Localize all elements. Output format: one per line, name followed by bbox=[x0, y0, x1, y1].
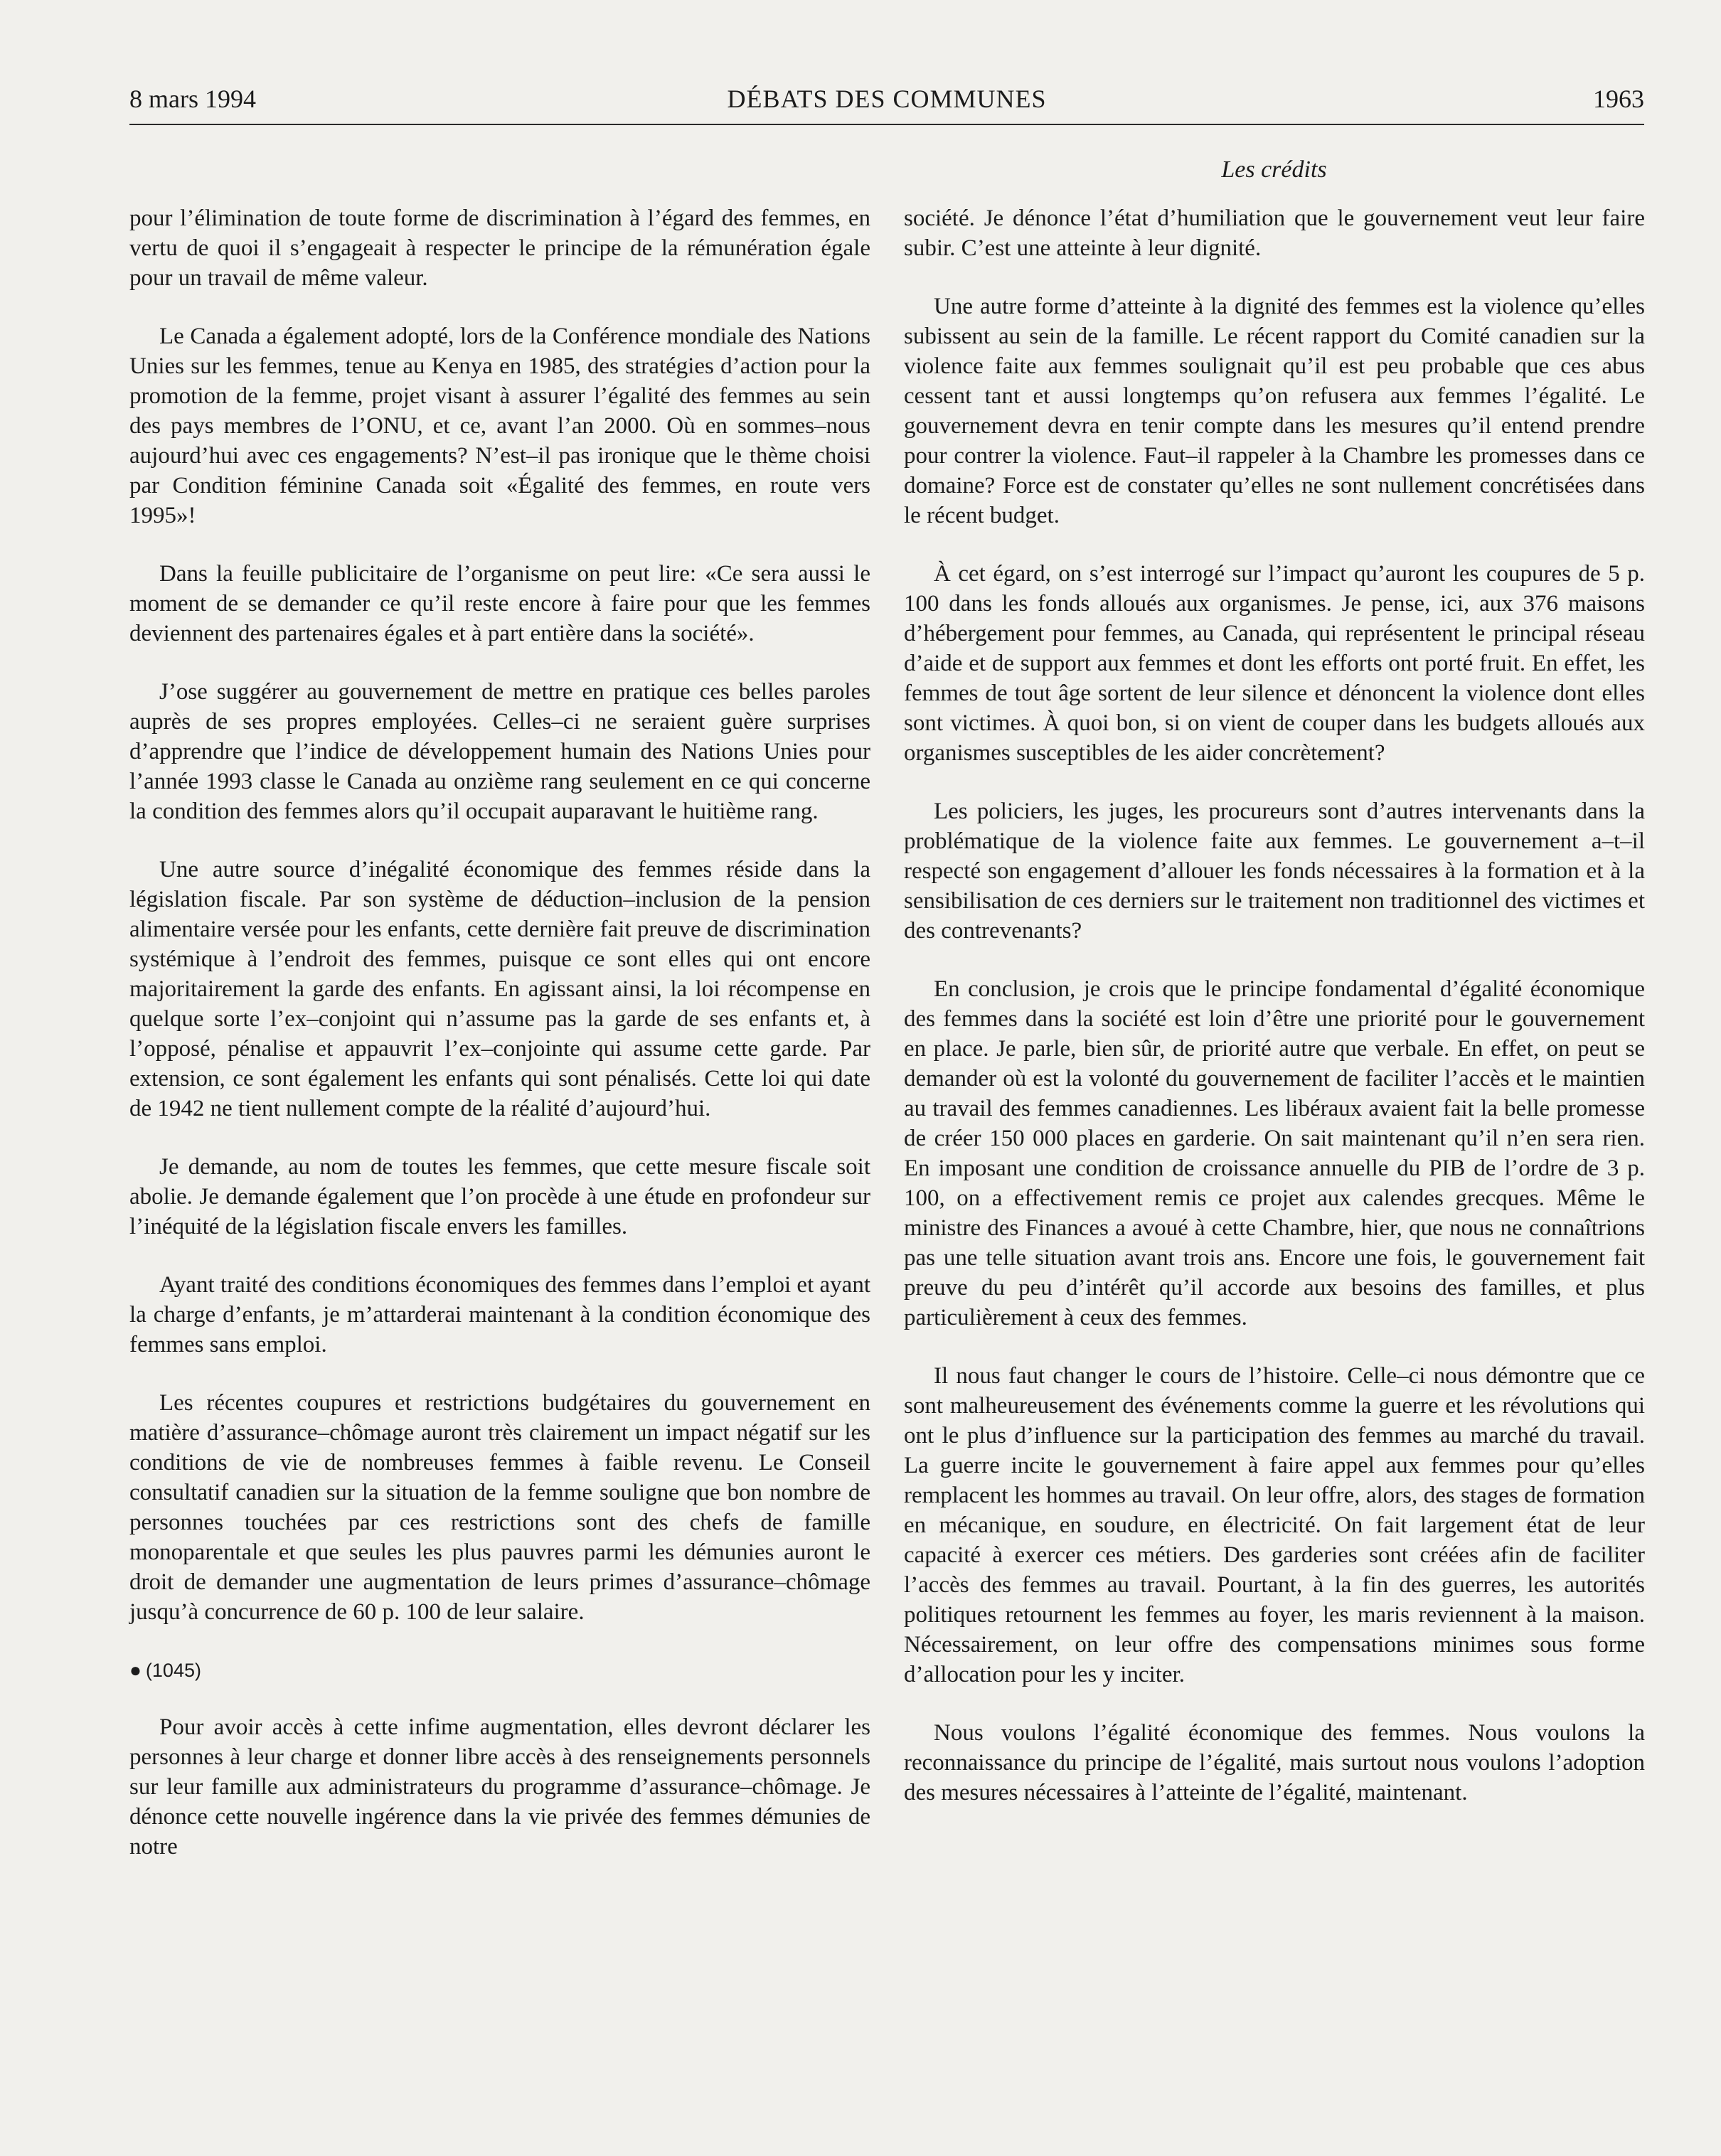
paragraph: J’ose suggérer au gouvernement de mettre en pratique ces belles paroles auprès de ses propres employées. Celles–ci ne seraient guère surprises d’apprendre que l’indice de développement humain des Nations Unies pour l’année 1993 classe le Canada au onzième rang seulement en ce qui concerne la condition des femmes alors qu’il occupait auparavant le huitième rang. bbox=[129, 679, 870, 824]
section-label: Les crédits bbox=[1221, 156, 1327, 183]
paragraph: Dans la feuille publicitaire de l’organisme on peut lire: «Ce sera aussi le moment de se demander ce qu’il reste encore à faire pour que les femmes deviennent des partenaires égales et à part entière dans la société». bbox=[129, 561, 870, 646]
paragraph: Une autre forme d’atteinte à la dignité des femmes est la violence qu’elles subissent au sein de la famille. Le récent rapport du Comité canadien sur la violence faite aux femmes soulignait qu’il est peu probable que ces abus cessent tant et aussi longtemps qu’on refusera aux femmes l’égalité. Le gouvernement devra en tenir compte dans les mesures qu’il entend prendre pour contrer la violence. Faut–il rappeler à la Chambre les promesses dans ce domaine? Force est de constater qu’elles ne sont nullement concrétisées dans le récent budget. bbox=[904, 294, 1645, 528]
paragraph: Une autre source d’inégalité économique des femmes réside dans la législation fiscale. Par son système de déduction–inclusion de la pension alimentaire versée pour les enfants, cette dernière fait preuve de discrimination systémique à l’endroit des femmes, puisque ce sont elles qui ont encore majoritairement la garde des enfants. En agissant ainsi, la loi récompense en quelque sorte l’ex–conjoint qui n’assume pas la garde de ses enfants et, à l’opposé, pénalise et appauvrit l’ex–conjointe qui assume cette garde. Par extension, ce sont également les enfants qui sont pénalisés. Cette loi qui date de 1942 ne tient nullement compte de la réalité d’aujourd’hui. bbox=[129, 857, 870, 1121]
paragraph: À cet égard, on s’est interrogé sur l’impact qu’auront les coupures de 5 p. 100 dans les fonds alloués aux organismes. Je pense, ici, aux 376 maisons d’hébergement pour femmes, au Canada, qui représentent le principal réseau d’aide et de support aux femmes et dont les efforts ont porté fruit. En effet, les femmes de tout âge sortent de leur silence et dénoncent la violence dont elles sont victimes. À quoi bon, si on vient de couper dans les budgets alloués aux organismes susceptibles de les aider concrètement? bbox=[904, 561, 1645, 766]
paragraph: Nous voulons l’égalité économique des femmes. Nous voulons la reconnaissance du principe de l’égalité, mais surtout nous voulons l’adoption des mesures nécessaires à l’atteinte de l’égalité, maintenant. bbox=[904, 1720, 1645, 1805]
timestamp: (1045) bbox=[145, 1660, 201, 1681]
paragraph: Les récentes coupures et restrictions budgétaires du gouvernement en matière d’assurance–chômage auront très clairement un impact négatif sur les conditions de vie de nombreuses femmes à faible revenu. Le Conseil consultatif canadien sur la situation de la femme souligne que bon nombre de personnes touchées par ces restrictions sont des chefs de famille monoparentale et que seules les plus pauvres parmi les démunies auront le droit de demander une augmentation de leurs primes d’assurance–chômage jusqu’à concurrence de 60 p. 100 de leur salaire. bbox=[129, 1390, 870, 1625]
paragraph: Le Canada a également adopté, lors de la Conférence mondiale des Nations Unies sur les femmes, tenue au Kenya en 1985, des stratégies d’action pour la promotion de la femme, projet visant à assurer l’égalité des femmes au sein des pays membres de l’ONU, et ce, avant l’an 2000. Où en sommes–nous aujourd’hui avec ces engagements? N’est–il pas ironique que le thème choisi par Condition féminine Canada soit «Égalité des femmes, en route vers 1995»! bbox=[129, 324, 870, 528]
paragraph: société. Je dénonce l’état d’humiliation que le gouvernement veut leur faire subir. C’est une atteinte à leur dignité. bbox=[904, 206, 1645, 261]
header-date: 8 mars 1994 bbox=[129, 85, 256, 113]
page-header bbox=[129, 74, 1644, 124]
paragraph: pour l’élimination de toute forme de discrimination à l’égard des femmes, en vertu de quoi il s’engageait à respecter le principe de la rémunération égale pour un travail de même valeur. bbox=[129, 206, 870, 291]
paragraph: Les policiers, les juges, les procureurs sont d’autres intervenants dans la problématique de la violence faite aux femmes. Le gouvernement a–t–il respecté son engagement d’allouer les fonds nécessaires à la formation et à la sensibilisation de ces derniers sur le traitement non traditionnel des victimes et des contrevenants? bbox=[904, 799, 1645, 944]
paragraph: Je demande, au nom de toutes les femmes, que cette mesure fiscale soit abolie. Je demande également que l’on procède à une étude en profondeur sur l’inéquité de la législation fiscale envers les familles. bbox=[129, 1154, 870, 1239]
header-title: DÉBATS DES COMMUNES bbox=[727, 85, 1047, 113]
bullet-icon: ● bbox=[129, 1659, 142, 1681]
header-page-number: 1963 bbox=[1593, 85, 1644, 113]
timestamp-marker bbox=[129, 1655, 870, 1685]
header-rule bbox=[129, 124, 1644, 125]
left-column bbox=[129, 203, 870, 1890]
right-column bbox=[904, 203, 1645, 1836]
paragraph: Pour avoir accès à cette infime augmentation, elles devront déclarer les personnes à leur charge et donner libre accès à des renseignements personnels sur leur famille aux administrateurs du programme d’assurance–chômage. Je dénonce cette nouvelle ingérence dans la vie privée des femmes démunies de notre bbox=[129, 1714, 870, 1859]
paragraph: Il nous faut changer le cours de l’histoire. Celle–ci nous démontre que ce sont malheureusement des événements comme la guerre et les révolutions qui ont le plus d’influence sur la participation des femmes au marché du travail. La guerre incite le gouvernement à faire appel aux femmes pour qu’elles remplacent les hommes au travail. On leur offre, alors, des stages de formation en mécanique, en soudure, en électricité. On fait largement état de leur capacité à exercer ces métiers. Des garderies sont créées afin de faciliter l’accès des femmes au travail. Pourtant, à la fin des guerres, les autorités politiques retournent les femmes au foyer, les maris reviennent à la maison. Nécessairement, on leur offre des compensations minimes sous forme d’allocation pour les y inciter. bbox=[904, 1363, 1645, 1687]
paragraph: En conclusion, je crois que le principe fondamental d’égalité économique des femmes dans la société est loin d’être une priorité pour le gouvernement en place. Je parle, bien sûr, de priorité autre que verbale. En effet, on peut se demander où est la volonté du gouvernement de faciliter l’accès et le maintien au travail des femmes canadiennes. Les libéraux avaient fait la belle promesse de créer 150 000 places en garderie. On sait maintenant qu’il n’en sera rien. En imposant une condition de croissance annuelle du PIB de l’ordre de 3 p. 100, on a effectivement remis ce projet aux calendes grecques. Même le ministre des Finances a avoué à cette Chambre, hier, que nous ne connaîtrions pas une telle situation avant trois ans. Encore une fois, le gouvernement fait preuve du peu d’intérêt qu’il accorde aux besoins des familles, et plus particulièrement à ceux des femmes. bbox=[904, 976, 1645, 1330]
paragraph: Ayant traité des conditions économiques des femmes dans l’emploi et ayant la charge d’enfants, je m’attarderai maintenant à la condition économique des femmes sans emploi. bbox=[129, 1272, 870, 1357]
